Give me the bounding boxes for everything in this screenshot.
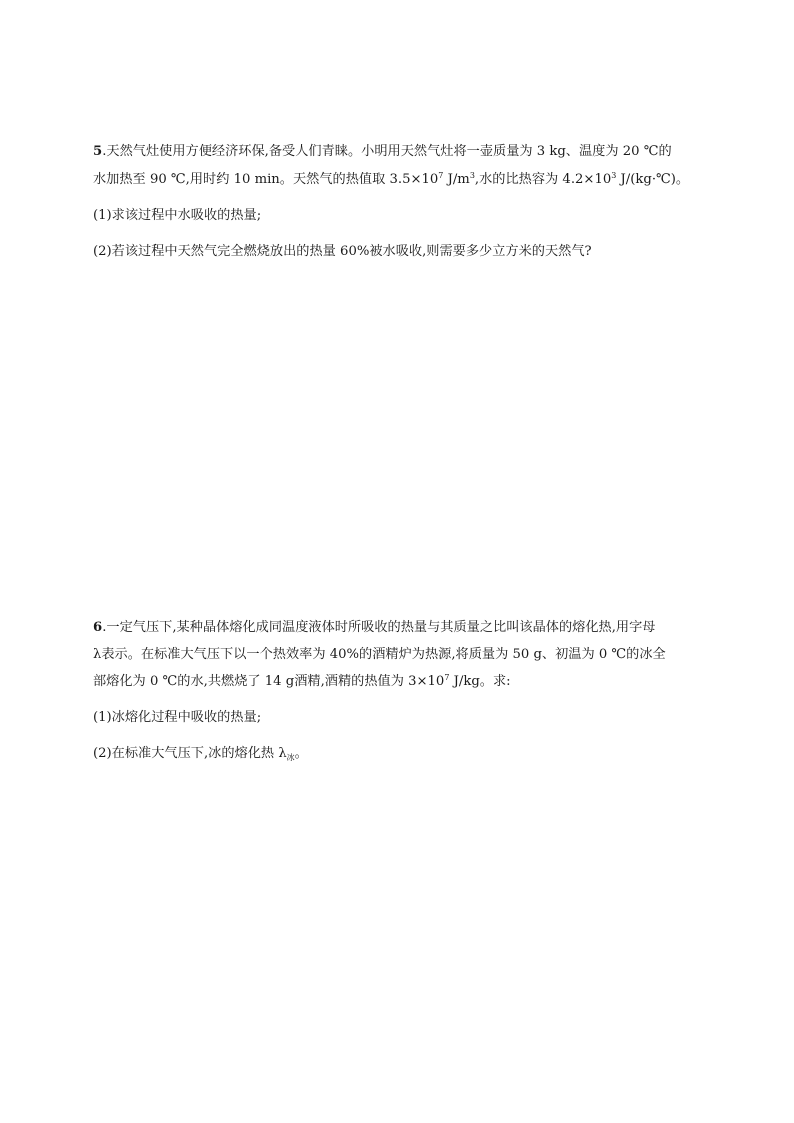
question-6-stem-line-2: λ表示。在标准大气压下以一个热效率为 40%的酒精炉为热源,将质量为 50 g、初温为 0 ℃的冰全 [93, 647, 666, 662]
stem-text: .天然气灶使用方便经济环保,备受人们青睐。小明用天然气灶将一壶质量为 3 kg、温度为 20 ℃的 [102, 144, 672, 159]
stem-text: J/(kg·℃)。 [616, 172, 690, 187]
stem-text: .一定气压下,某种晶体熔化成同温度液体时所吸收的热量与其质量之比叫该晶体的熔化热,用字母 [102, 620, 656, 635]
subscript: 冰 [286, 753, 295, 762]
exponent: 7 [438, 171, 444, 180]
question-number: 5 [93, 144, 103, 159]
question-5-part-2: (2)若该过程中天然气完全燃烧放出的热量 60%被水吸收,则需要多少立方米的天然气? [93, 244, 592, 259]
question-6-stem-line-3 [93, 672, 703, 692]
exponent: 3 [469, 171, 475, 180]
question-5-part-1: (1)求该过程中水吸收的热量; [93, 208, 262, 223]
question-6 [93, 618, 703, 764]
question-5 [93, 142, 703, 262]
question-5-stem-line-1 [93, 142, 703, 162]
stem-text: J/kg。求: [449, 674, 511, 689]
stem-text: J/m [443, 172, 470, 187]
part-text: (2)在标准大气压下,冰的熔化热 λ [93, 746, 287, 761]
question-5-stem-line-2 [93, 170, 703, 190]
stem-text: ,水的比热容为 4.2×10 [474, 172, 612, 187]
exponent: 3 [611, 171, 617, 180]
question-6-stem-line-1 [93, 618, 703, 638]
question-number: 6 [93, 620, 103, 635]
question-6-part-2 [93, 744, 703, 764]
question-6-part-1: (1)冰熔化过程中吸收的热量; [93, 710, 262, 725]
stem-text: 部熔化为 0 ℃的水,共燃烧了 14 g酒精,酒精的热值为 3×10 [93, 674, 445, 689]
stem-text: 水加热至 90 ℃,用时约 10 min。天然气的热值取 3.5×10 [93, 172, 439, 187]
part-text: 。 [294, 746, 308, 761]
exponent: 7 [444, 673, 450, 682]
